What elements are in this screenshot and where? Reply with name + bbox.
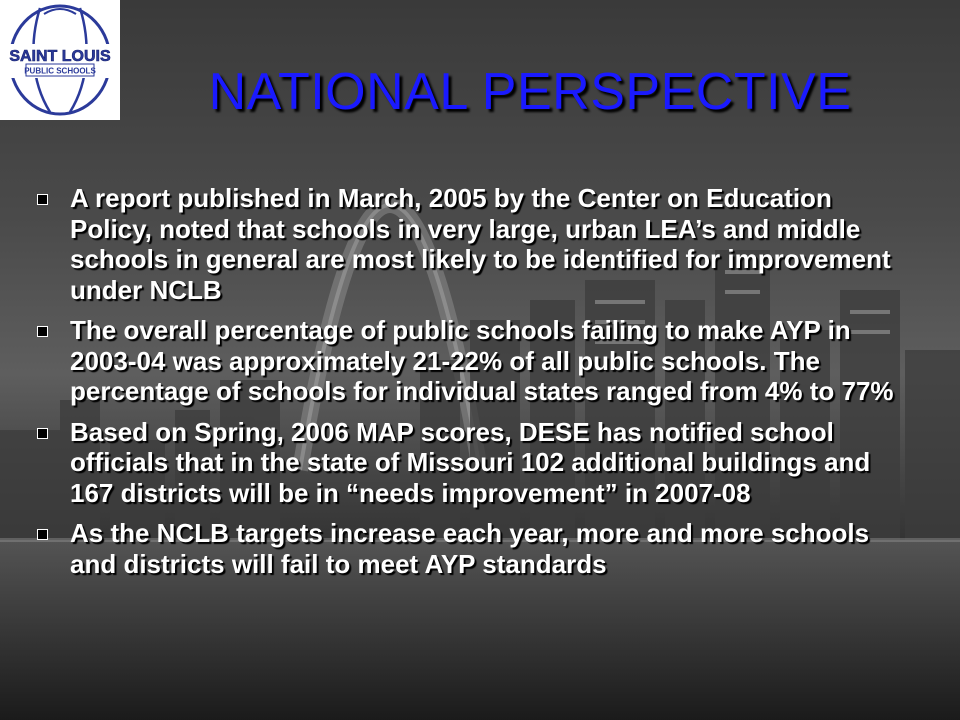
list-item — [36, 417, 896, 509]
square-bullet-icon — [36, 417, 70, 439]
square-bullet-icon — [36, 183, 70, 205]
list-item — [36, 518, 896, 579]
logo-emblem — [0, 0, 120, 120]
logo-text-line1: SAINT LOUIS — [9, 48, 111, 65]
bullet-text: The overall percentage of public schools failing to make AYP in 2003-04 was approximately 21-22% of all public schools. The percentage of schools for individual states ranged from 4% to 77% — [70, 315, 894, 406]
slide-title: NATIONAL PERSPECTIVE — [208, 63, 852, 121]
bullet-list — [36, 183, 896, 589]
saint-louis-public-schools-logo — [0, 0, 120, 120]
list-item — [36, 183, 896, 305]
bullet-text: A report published in March, 2005 by the Center on Education Policy, noted that schools in very large, urban LEA’s and middle schools in general are most likely to be identified for improvement under NCLB — [70, 183, 891, 305]
list-item — [36, 315, 896, 407]
bullet-text: As the NCLB targets increase each year, more and more schools and districts will fail to meet AYP standards — [70, 518, 870, 579]
bullet-text: Based on Spring, 2006 MAP scores, DESE has notified school officials that in the state of Missouri 102 additional buildings and 167 districts will be in “needs improvement” in 2007-08 — [70, 416, 871, 508]
logo-text-line2: PUBLIC SCHOOLS — [24, 66, 96, 76]
square-bullet-icon — [36, 315, 70, 337]
square-bullet-icon — [36, 518, 70, 540]
